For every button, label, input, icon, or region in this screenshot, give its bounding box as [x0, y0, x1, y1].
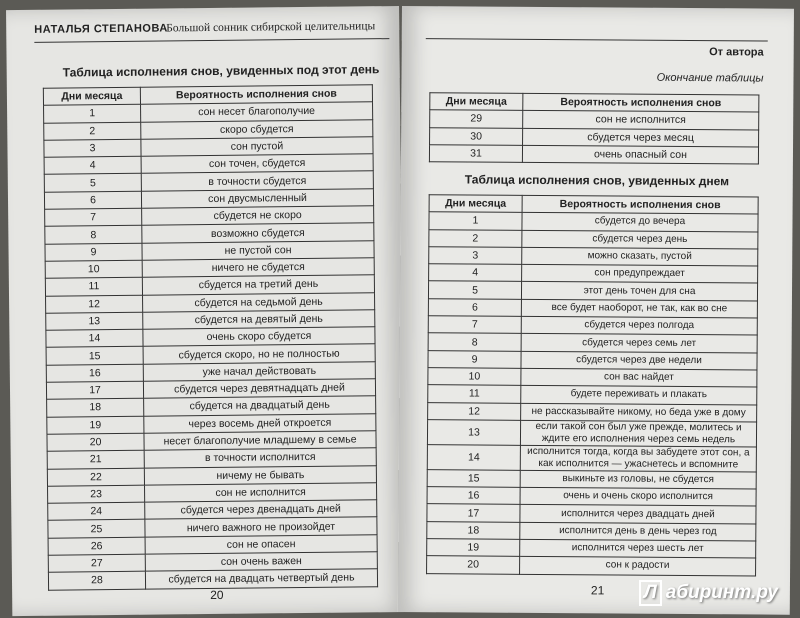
dream-table-daytime: [426, 194, 759, 576]
col-header-day: Дни месяца: [429, 195, 522, 213]
col-header-probability: Вероятность исполнения снов: [523, 93, 759, 112]
day-cell: 29: [430, 110, 523, 128]
probability-cell: сон к радости: [520, 557, 756, 576]
probability-cell: в точности исполнится: [144, 448, 376, 468]
day-cell: 1: [44, 105, 141, 123]
probability-cell: не пустой сон: [142, 240, 374, 260]
probability-cell: сон двусмысленный: [141, 189, 373, 209]
day-cell: 6: [428, 298, 521, 316]
probability-cell: очень скоро сбудется: [143, 327, 375, 347]
probability-cell: сон не исполнится: [523, 111, 759, 130]
probability-cell: не рассказывайте никому, но беда уже в дому: [521, 403, 757, 422]
dream-table-night: [43, 84, 378, 590]
dream-table-night-continued: [429, 92, 759, 164]
table-row: [427, 487, 756, 507]
day-cell: 18: [427, 521, 520, 539]
day-cell: 26: [48, 537, 145, 555]
day-cell: 13: [427, 420, 520, 446]
probability-cell: очень опасный сон: [522, 145, 758, 164]
table-row: [427, 556, 756, 576]
probability-cell: сбудется не скоро: [142, 206, 374, 226]
probability-cell: исполнится тогда, когда вы забудете этот сон, а как исполнится — ужаснетесь и вспомните: [520, 445, 756, 472]
day-cell: 7: [428, 316, 521, 334]
probability-cell: сбудется через полгода: [521, 316, 757, 335]
probability-cell: сон точен, сбудется: [141, 154, 373, 174]
probability-cell: исполнится день в день через год: [520, 522, 756, 541]
probability-cell: сбудется на седьмой день: [143, 292, 375, 312]
running-head-book-title: Большой сонник сибирской целительницы: [166, 20, 376, 35]
probability-cell: уже начал действовать: [143, 362, 375, 382]
probability-cell: сбудется через семь лет: [521, 334, 757, 353]
table-row: [48, 569, 377, 590]
day-cell: 13: [46, 312, 143, 330]
day-cell: 21: [47, 450, 144, 468]
probability-cell: сбудется на третий день: [142, 275, 374, 295]
day-cell: 2: [44, 122, 141, 140]
probability-cell: сбудется до вечера: [522, 213, 758, 232]
day-cell: 10: [428, 368, 521, 386]
probability-cell: ничему не бывать: [144, 465, 376, 485]
probability-cell: исполнится через шесть лет: [520, 539, 756, 558]
probability-cell: ничего не сбудется: [142, 258, 374, 278]
header-rule: [426, 38, 768, 41]
day-cell: 12: [428, 402, 521, 420]
day-cell: 9: [428, 350, 521, 368]
table-row: [427, 470, 756, 490]
probability-cell: через восемь дней откроется: [144, 413, 376, 433]
probability-cell: ничего важного не произойдет: [145, 517, 377, 537]
running-head-author: НАТАЛЬЯ СТЕПАНОВА: [34, 22, 168, 36]
day-cell: 3: [429, 247, 522, 265]
col-header-probability: Вероятность исполнения снов: [522, 195, 758, 214]
day-cell: 14: [427, 445, 520, 471]
probability-cell: очень и очень скоро исполнится: [520, 487, 756, 506]
probability-cell: сбудется на девятый день: [143, 310, 375, 330]
day-cell: 25: [48, 520, 145, 538]
day-cell: 20: [47, 433, 144, 451]
probability-cell: сбудется через девятнадцать дней: [143, 379, 375, 399]
day-cell: 27: [48, 554, 145, 572]
probability-cell: сбудется скоро, но не полностью: [143, 344, 375, 364]
table-row: [427, 445, 756, 472]
probability-cell: все будет наоборот, не так, как во сне: [521, 299, 757, 318]
probability-cell: сон несет благополучие: [141, 102, 373, 122]
probability-cell: если такой сон был уже прежде, молитесь и ждите его исполнения через семь недель: [520, 420, 756, 447]
day-cell: 7: [45, 208, 142, 226]
probability-cell: сбудется на двадцатый день: [144, 396, 376, 416]
day-cell: 30: [430, 127, 523, 145]
day-cell: 14: [46, 329, 143, 347]
probability-cell: сон очень важен: [145, 552, 377, 572]
header-rule: [34, 38, 389, 43]
table-title: Таблица исполнения снов, увиденных под этот день: [62, 62, 380, 80]
probability-cell: сбудется через день: [522, 230, 758, 249]
probability-cell: сон пустой: [141, 137, 373, 157]
day-cell: 31: [429, 145, 522, 163]
day-cell: 15: [427, 470, 520, 488]
probability-cell: скоро сбудется: [141, 119, 373, 139]
table-row: [427, 420, 756, 447]
day-cell: 5: [428, 281, 521, 299]
probability-cell: сбудется через две недели: [521, 351, 757, 370]
day-cell: 23: [48, 485, 145, 503]
day-cell: 24: [48, 502, 145, 520]
day-cell: 16: [427, 487, 520, 505]
left-page: [6, 6, 405, 616]
day-cell: 28: [48, 571, 145, 589]
probability-cell: несет благополучие младшему в семье: [144, 431, 376, 451]
day-cell: 19: [47, 416, 144, 434]
day-cell: 18: [47, 399, 144, 417]
probability-cell: сон не исполнится: [145, 483, 377, 503]
day-cell: 1: [429, 212, 522, 230]
probability-cell: сон не опасен: [145, 534, 377, 554]
probability-cell: сбудется на двадцать четвертый день: [145, 569, 377, 589]
probability-cell: сбудется через месяц: [523, 128, 759, 147]
day-cell: 11: [45, 277, 142, 295]
table-row: [429, 145, 758, 165]
probability-cell: можно сказать, пустой: [522, 247, 758, 266]
day-cell: 19: [427, 539, 520, 557]
probability-cell: выкиньте из головы, не сбудется: [520, 470, 756, 489]
day-cell: 2: [429, 229, 522, 247]
day-cell: 4: [44, 156, 141, 174]
probability-cell: возможно сбудется: [142, 223, 374, 243]
day-cell: 4: [429, 264, 522, 282]
day-cell: 20: [427, 556, 520, 574]
page-number: 20: [210, 587, 224, 603]
right-page: [398, 6, 794, 615]
day-cell: 17: [46, 381, 143, 399]
day-cell: 11: [428, 385, 521, 403]
probability-cell: сон вас найдет: [521, 368, 757, 387]
watermark-text: абиринт.ру: [665, 582, 778, 603]
col-header-day: Дни месяца: [430, 93, 523, 111]
day-cell: 6: [44, 191, 141, 209]
table-row: [428, 402, 757, 422]
probability-cell: исполнится через двадцать дней: [520, 505, 756, 524]
day-cell: 9: [45, 243, 142, 261]
day-cell: 3: [44, 139, 141, 157]
probability-cell: будете переживать и плакать: [521, 386, 757, 405]
day-cell: 12: [46, 295, 143, 313]
day-cell: 8: [45, 226, 142, 244]
probability-cell: в точности сбудется: [141, 171, 373, 191]
day-cell: 22: [47, 468, 144, 486]
probability-cell: этот день точен для сна: [521, 282, 757, 301]
day-cell: 5: [44, 174, 141, 192]
table-continued-note: Окончание таблицы: [656, 71, 764, 85]
table-title-daytime: Таблица исполнения снов, увиденных днем: [464, 172, 730, 189]
col-header-day: Дни месяца: [43, 87, 140, 105]
day-cell: 17: [427, 504, 520, 522]
watermark-logo-letter: Л: [639, 580, 662, 606]
probability-cell: сон предупреждает: [522, 265, 758, 284]
day-cell: 15: [46, 347, 143, 365]
day-cell: 16: [46, 364, 143, 382]
day-cell: 8: [428, 333, 521, 351]
probability-cell: сбудется через двенадцать дней: [145, 500, 377, 520]
col-header-probability: Вероятность исполнения снов: [140, 85, 372, 105]
running-head-section: От автора: [709, 46, 764, 59]
labirint-watermark: [639, 580, 778, 606]
day-cell: 10: [45, 260, 142, 278]
page-number: 21: [590, 583, 605, 598]
